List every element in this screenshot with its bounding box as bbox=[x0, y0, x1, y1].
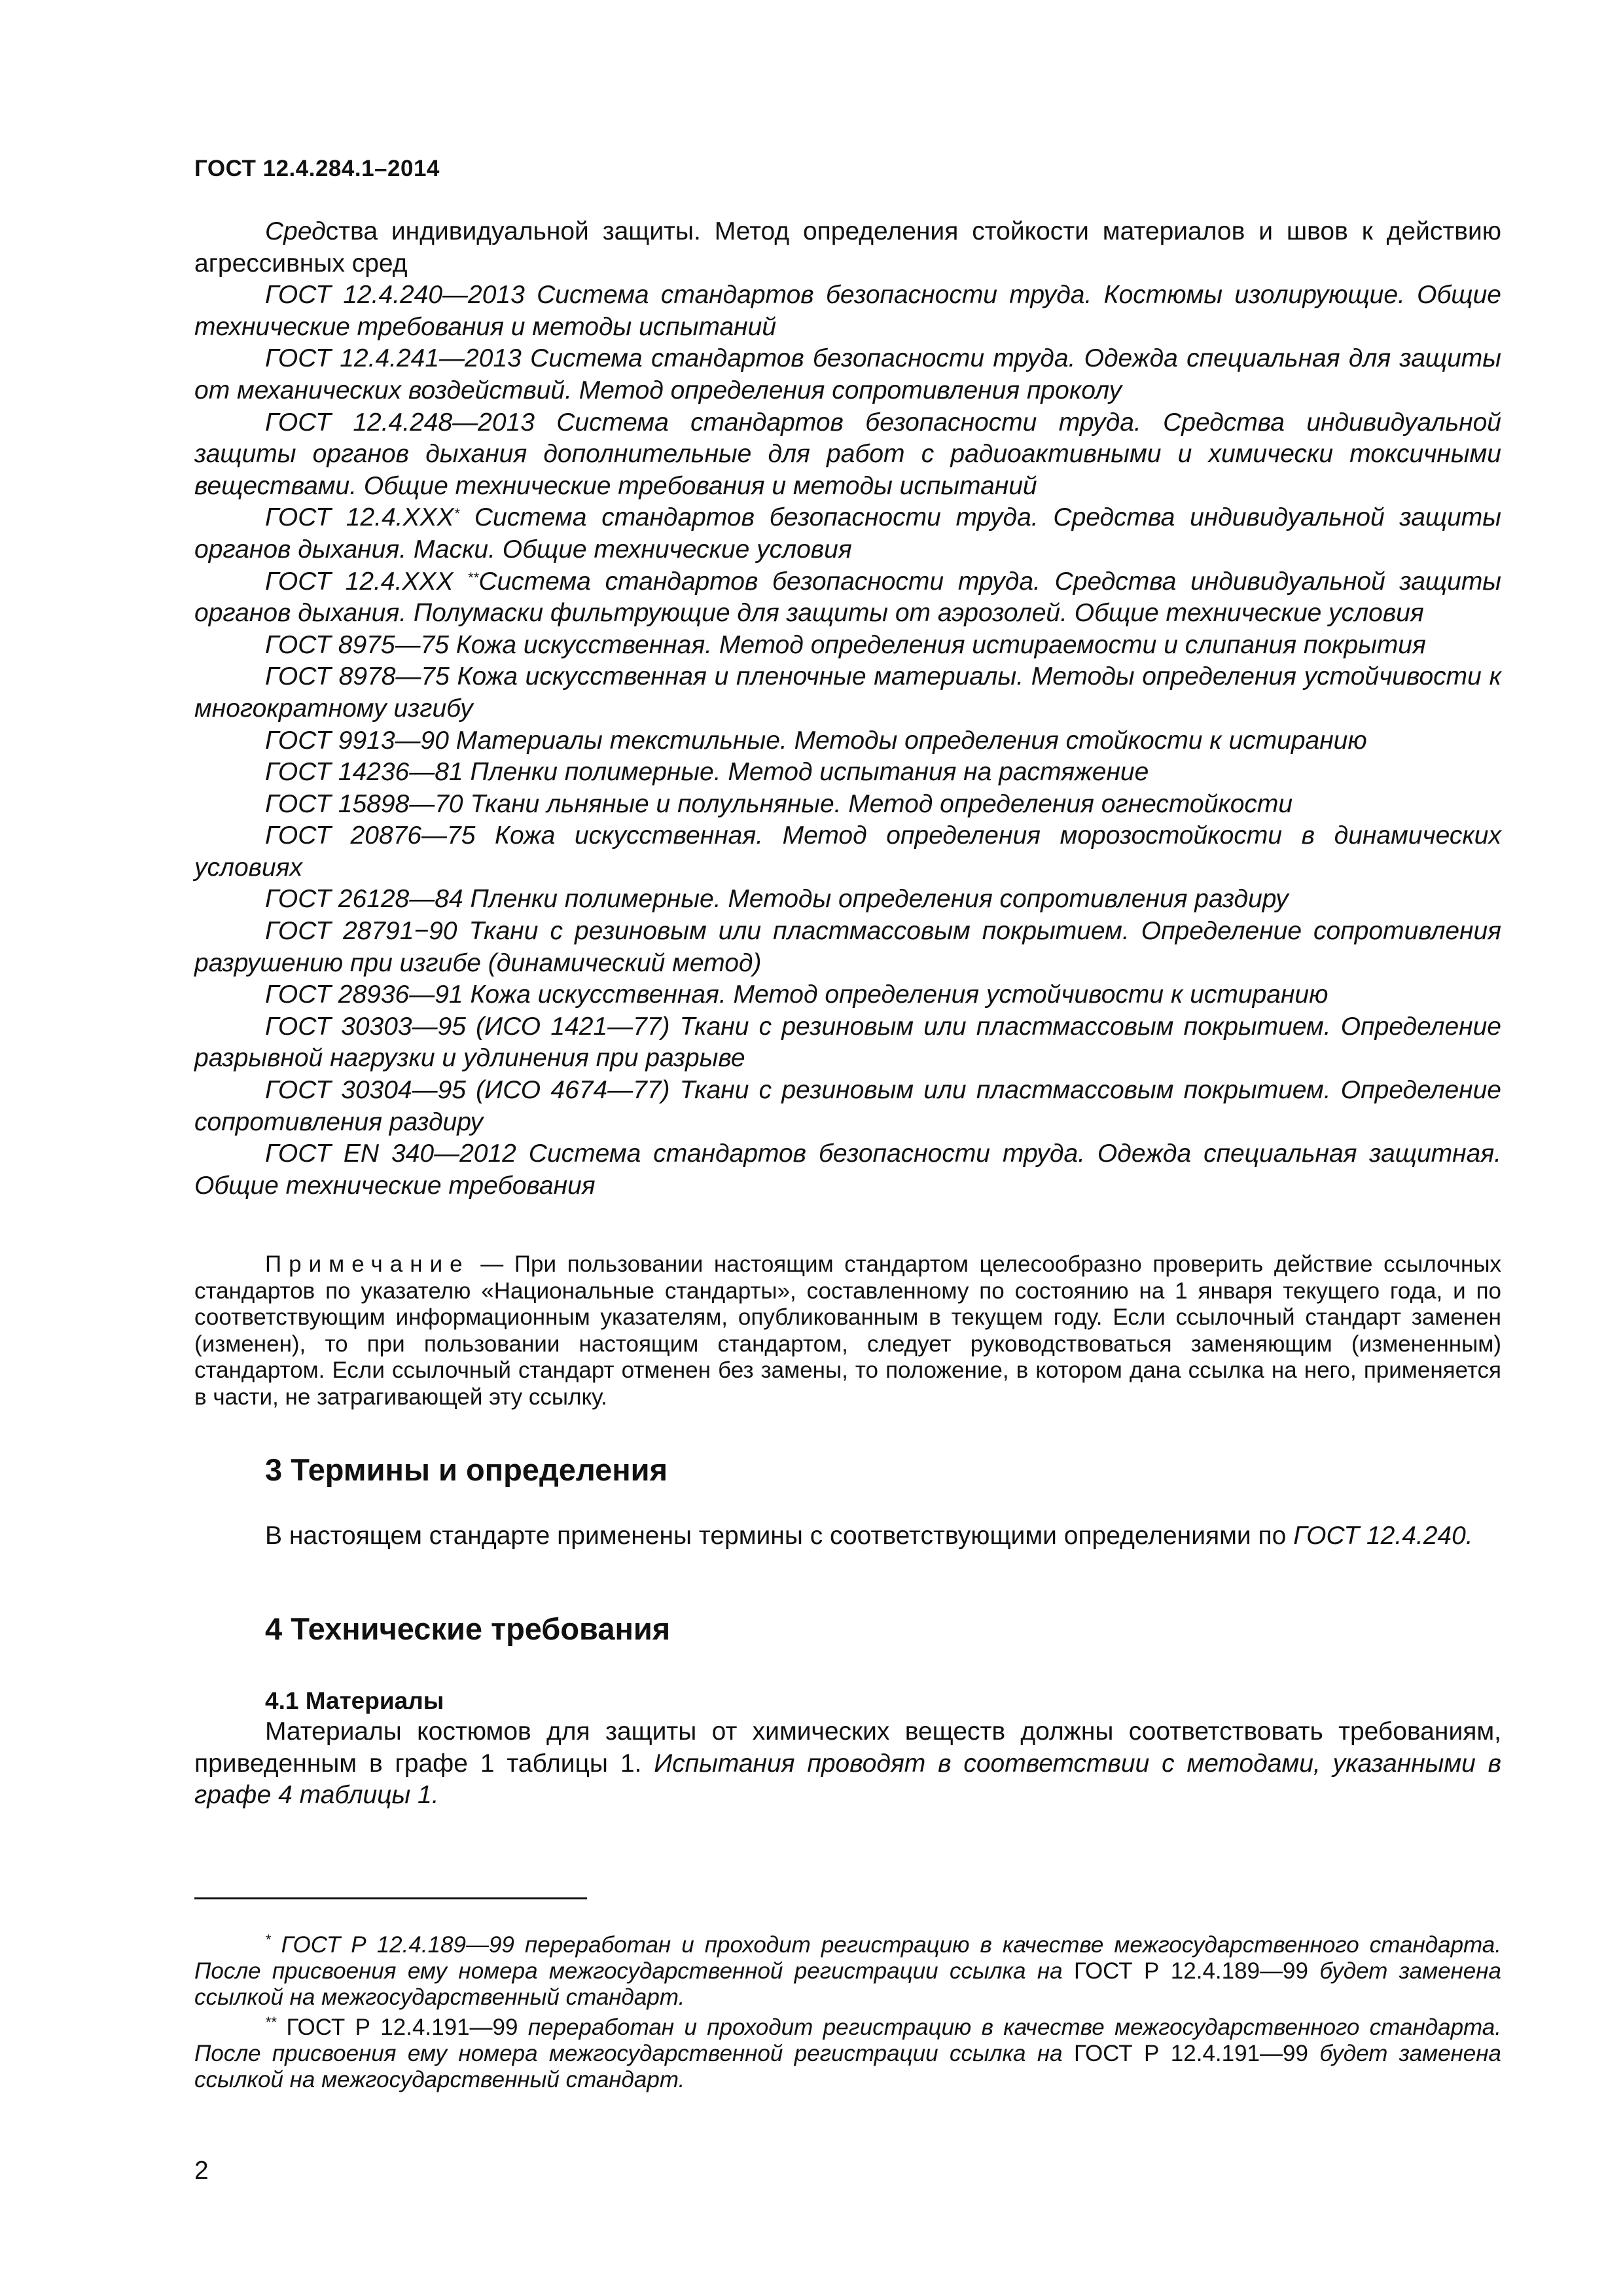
reference-note bbox=[194, 1251, 1501, 1411]
reference-item: ГОСТ EN 340—2012 Система стандартов безопасности труда. Одежда специальная защитная. Общие технические требования bbox=[194, 1139, 1501, 1200]
reference-item: ГОСТ 15898—70 Ткани льняные и полульняные. Метод определения огнестойкости bbox=[265, 789, 1293, 818]
reference-item: ГОСТ 12.4.241—2013 Система стандартов безопасности труда. Одежда специальная для защиты от механических воздействий. Метод определения сопротивления проколу bbox=[194, 344, 1501, 404]
reference-item: ГОСТ 28936—91 Кожа искусственная. Метод определения устойчивости к истиранию bbox=[265, 980, 1329, 1009]
subsection-4-1-body: Материалы костюмов для защиты от химических веществ должны соответствовать требованиям, приведенным в графе 1 таблицы 1. bbox=[194, 1717, 1501, 1778]
subsection-4-1-text bbox=[194, 1716, 1501, 1812]
reference-italic-part: Сред bbox=[265, 217, 326, 245]
footnote-divider bbox=[194, 1897, 587, 1899]
footnote-2-text: переработан и проходит регистрацию в качестве межгосударственного стандарта. После присвоения ему номера межгосударственной регистрации ссылка на bbox=[194, 2015, 1501, 2066]
footnote-1-code: ГОСТ Р 12.4.189—99 bbox=[1073, 1958, 1308, 1984]
document-code-header: ГОСТ 12.4.284.1–2014 bbox=[194, 156, 440, 181]
footnote-2-end: будет заменена ссылкой на межгосударственный стандарт. bbox=[194, 2041, 1501, 2092]
reference-text: Система стандартов безопасности труда. Средства индивидуальной защиты органов дыхания. Маски. Общие технические условия bbox=[194, 503, 1501, 564]
section-4-title: 4 Технические требования bbox=[265, 1611, 671, 1646]
footnotes bbox=[194, 1932, 1501, 2093]
reference-item: ГОСТ 20876—75 Кожа искусственная. Метод определения морозостойкости в динамических условиях bbox=[194, 821, 1501, 882]
reference-text: Система стандартов безопасности труда. Средства индивидуальной защиты органов дыхания. Полумаски фильтрующие для защиты от аэрозолей. Общие технические условия bbox=[194, 567, 1501, 628]
reference-item: ГОСТ 8978—75 Кожа искусственная и пленочные материалы. Методы определения устойчивости к многократному изгибу bbox=[194, 662, 1501, 723]
reference-item: ГОСТ 8975—75 Кожа искусственная. Метод определения истираемости и слипания покрытия bbox=[265, 630, 1426, 659]
footnote-mark: ** bbox=[467, 569, 479, 586]
reference-code: ГОСТ 12.4.XXX bbox=[265, 503, 454, 532]
section-3-title: 3 Термины и определения bbox=[265, 1452, 668, 1487]
note-text: — При пользовании настоящим стандартом целесообразно проверить действие ссылочных стандартов по указателю «Национальные стандарты», составленному по состоянию на 1 января текущего года, и по соответствующим информационным указателям, опубликованным в текущем году. Если ссылочный стандарт заменен (изменен), то при пользовании настоящим стандартом, следует руководствоваться заменяющим (измененным) стандартом. Если ссылочный стандарт отменен без замены, то положение, в котором дана ссылка на него, применяется в части, не затрагивающей эту ссылку. bbox=[194, 1251, 1501, 1410]
reference-item: ГОСТ 9913—90 Материалы текстильные. Методы определения стойкости к истиранию bbox=[265, 726, 1367, 755]
footnote-2-code-ref: ГОСТ Р 12.4.191—99 bbox=[1073, 2041, 1308, 2066]
footnote-mark: * bbox=[454, 505, 460, 522]
footnote-2-code: ГОСТ Р 12.4.191—99 bbox=[276, 2015, 518, 2040]
reference-code: ГОСТ 12.4.XXX bbox=[265, 567, 468, 596]
reference-item bbox=[194, 566, 1501, 630]
reference-item: ГОСТ 30303—95 (ИСО 1421—77) Ткани с резиновым или пластмассовым покрытием. Определение разрывной нагрузки и удлинения при разрыве bbox=[194, 1012, 1501, 1073]
section-3-body: В настоящем стандарте применены термины с соответствующими определениями по bbox=[265, 1522, 1294, 1550]
subsection-4-1-italic: Испытания проводят в соответствии с методами, указанными в графе 4 таблицы 1. bbox=[194, 1749, 1502, 1810]
footnote-2 bbox=[194, 2015, 1501, 2093]
section-3-text bbox=[194, 1520, 1501, 1552]
normative-references-list bbox=[194, 216, 1501, 1202]
reference-item: ГОСТ 28791−90 Ткани с резиновым или пластмассовым покрытием. Определение сопротивления разрушению при изгибе (динамический метод) bbox=[194, 917, 1501, 977]
page-number: 2 bbox=[194, 2157, 209, 2185]
footnote-2-mark: ** bbox=[265, 2014, 277, 2030]
reference-item: ГОСТ 12.4.248—2013 Система стандартов безопасности труда. Средства индивидуальной защиты органов дыхания дополнительные для работ с радиоактивными и химически токсичными веществами. Общие технические требования и методы испытаний bbox=[194, 408, 1501, 500]
section-3-reference: ГОСТ 12.4.240. bbox=[1293, 1522, 1473, 1550]
reference-item bbox=[194, 216, 1501, 279]
note-label: Примечание bbox=[265, 1251, 470, 1277]
reference-item: ГОСТ 14236—81 Пленки полимерные. Метод испытания на растяжение bbox=[265, 758, 1149, 787]
reference-item: ГОСТ 26128—84 Пленки полимерные. Методы определения сопротивления раздиру bbox=[265, 885, 1289, 914]
subsection-4-1-title: 4.1 Материалы bbox=[265, 1687, 444, 1714]
footnote-1-mark: * bbox=[265, 1931, 271, 1948]
reference-item bbox=[194, 502, 1501, 565]
footnote-1-text: ГОСТ Р 12.4.189—99 переработан и проходит регистрацию в качестве межгосударственного стандарта. После присвоения ему номера межгосударственной регистрации ссылка на bbox=[194, 1932, 1501, 1984]
reference-text: ства индивидуальной защиты. Метод определения стойкости материалов и швов к действию агрессивных сред bbox=[194, 217, 1501, 278]
reference-item: ГОСТ 12.4.240—2013 Система стандартов безопасности труда. Костюмы изолирующие. Общие технические требования и методы испытаний bbox=[194, 281, 1501, 341]
footnote-1 bbox=[194, 1932, 1501, 2011]
reference-item: ГОСТ 30304—95 (ИСО 4674—77) Ткани с резиновым или пластмассовым покрытием. Определение сопротивления раздиру bbox=[194, 1076, 1501, 1136]
footnote-1-end: будет заменена ссылкой на межгосударственный стандарт. bbox=[194, 1958, 1501, 2010]
